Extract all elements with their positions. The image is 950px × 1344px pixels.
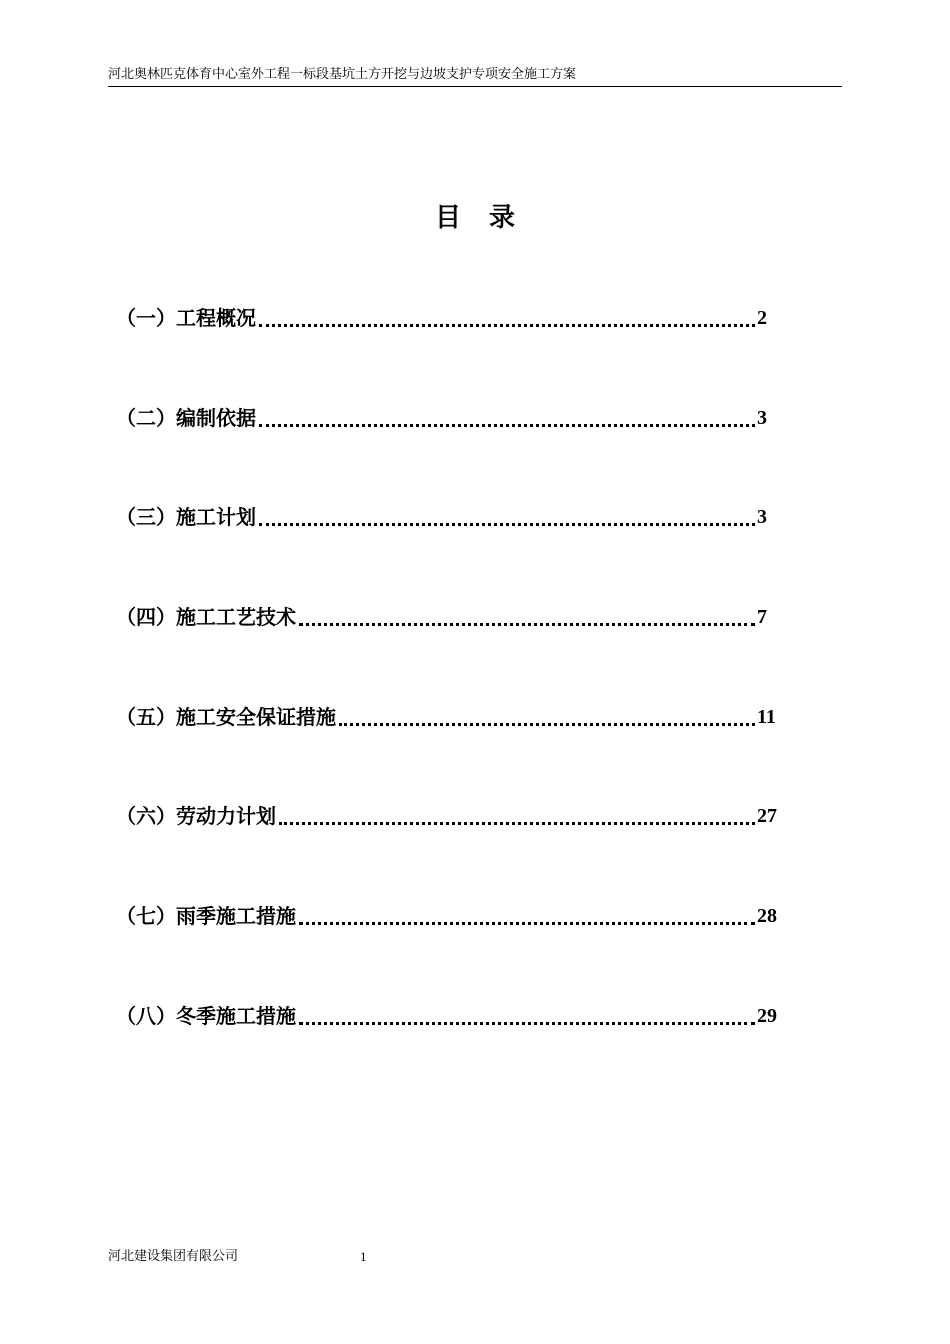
toc-entry-2[interactable]	[116, 400, 796, 500]
running-header-text: 河北奥林匹克体育中心室外工程一标段基坑土方开挖与边坡支护专项安全施工方案	[108, 67, 577, 82]
toc-entry-7[interactable]	[116, 898, 796, 998]
toc-row	[116, 798, 796, 834]
toc-entry-page: 7	[757, 606, 767, 629]
toc-entry-page: 11	[757, 705, 776, 728]
toc-row	[116, 400, 796, 436]
toc-entry-page: 2	[757, 307, 767, 329]
toc-title: 目录	[434, 203, 543, 233]
toc-entry-1[interactable]	[116, 300, 796, 400]
toc-dot-leader	[339, 723, 755, 726]
toc-row	[116, 898, 796, 934]
toc-dot-leader	[299, 623, 755, 626]
running-header	[108, 66, 842, 87]
toc-entry-label: （一）工程概况	[116, 300, 258, 336]
toc-row	[116, 599, 796, 635]
toc-row	[116, 300, 796, 336]
toc-entry-8[interactable]	[116, 998, 796, 1098]
toc-entry-label: （八）冬季施工措施	[116, 998, 298, 1034]
footer-page-number: 1	[360, 1249, 367, 1264]
toc-row	[116, 499, 796, 535]
toc-entry-3[interactable]	[116, 499, 796, 599]
running-footer	[108, 1248, 842, 1268]
toc-entry-page: 3	[757, 406, 767, 429]
toc-dot-leader	[259, 424, 755, 427]
toc-row	[116, 998, 796, 1034]
toc-dot-leader	[299, 922, 755, 925]
toc-entry-label: （四）施工工艺技术	[116, 599, 298, 635]
toc-entry-page: 27	[757, 805, 777, 828]
toc-entry-page: 28	[757, 905, 777, 928]
toc-entry-page: 3	[757, 506, 767, 529]
table-of-contents	[116, 300, 796, 1098]
toc-entry-4[interactable]	[116, 599, 796, 699]
toc-entry-label: （六）劳动力计划	[116, 798, 278, 834]
toc-entry-label: （五）施工安全保证措施	[116, 699, 338, 735]
toc-dot-leader	[279, 822, 755, 825]
toc-row	[116, 699, 796, 735]
toc-entry-page: 29	[757, 1004, 777, 1027]
toc-entry-label: （七）雨季施工措施	[116, 898, 298, 934]
toc-entry-label: （三）施工计划	[116, 499, 258, 535]
toc-dot-leader	[299, 1022, 755, 1025]
toc-entry-5[interactable]	[116, 699, 796, 799]
toc-dot-leader	[259, 324, 755, 327]
toc-entry-6[interactable]	[116, 798, 796, 898]
toc-dot-leader	[259, 523, 755, 526]
toc-entry-label: （二）编制依据	[116, 400, 258, 436]
footer-company: 河北建设集团有限公司	[108, 1249, 239, 1264]
